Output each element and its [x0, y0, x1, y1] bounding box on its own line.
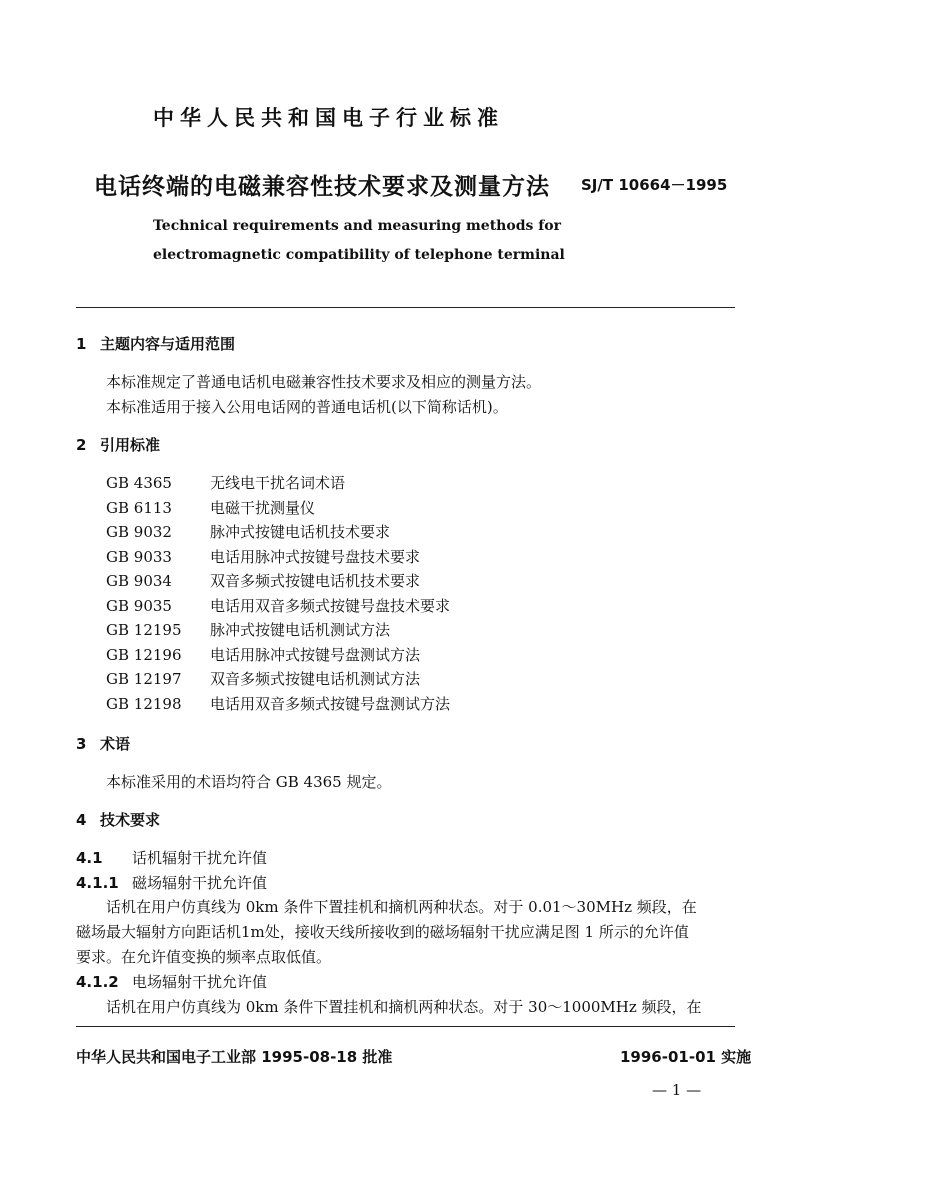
reference-title: 电话用双音多频式按键号盘测试方法 — [210, 694, 451, 713]
english-title-line-1: Technical requirements and measuring methods for — [153, 218, 561, 234]
subsection-number: 4.1.2 — [76, 973, 119, 991]
reference-code: GB 12196 — [106, 645, 182, 664]
standard-type-header: 中华人民共和国电子行业标准 — [153, 106, 504, 130]
reference-code: GB 12198 — [106, 694, 182, 713]
reference-item — [106, 595, 450, 616]
section-number: 3 — [76, 735, 87, 753]
reference-code: GB 6113 — [106, 498, 172, 517]
reference-title: 双音多频式按键电话机技术要求 — [210, 572, 421, 590]
section-3-paragraph: 本标准采用的术语均符合 GB 4365 规定。 — [106, 773, 392, 791]
reference-code: GB 12195 — [106, 621, 182, 639]
reference-title: 脉冲式按键电话机测试方法 — [210, 621, 391, 639]
title-divider — [76, 307, 735, 308]
reference-code: GB 12197 — [106, 670, 182, 688]
section-1-paragraph-2: 本标准适用于接入公用电话网的普通电话机(以下简称话机)。 — [106, 398, 508, 416]
reference-code: GB 9034 — [106, 572, 172, 590]
subsection-number: 4.1 — [76, 849, 103, 867]
subsection-4-1-heading — [76, 847, 267, 868]
standard-code: SJ/T 10664－1995 — [581, 176, 728, 194]
section-4-heading — [76, 809, 160, 830]
subsection-4-1-1-line-2: 磁场最大辐射方向距话机1m处，接收天线所接收到的磁场辐射干扰应满足图 1 所示的允许值 — [76, 923, 689, 941]
reference-title: 电话用脉冲式按键号盘测试方法 — [210, 645, 421, 664]
reference-item — [106, 497, 315, 518]
subsection-title: 话机辐射干扰允许值 — [132, 849, 268, 867]
reference-title: 无线电干扰名词术语 — [210, 474, 346, 492]
subsection-title: 磁场辐射干扰允许值 — [132, 874, 268, 892]
reference-item — [106, 521, 390, 542]
reference-title: 双音多频式按键电话机测试方法 — [210, 670, 421, 688]
document-title: 电话终端的电磁兼容性技术要求及测量方法 — [94, 174, 550, 200]
subsection-4-1-2-heading — [76, 971, 267, 992]
reference-title: 脉冲式按键电话机技术要求 — [210, 523, 391, 541]
section-1-paragraph-1: 本标准规定了普通电话机电磁兼容性技术要求及相应的测量方法。 — [106, 373, 542, 391]
reference-item — [106, 668, 420, 689]
section-3-heading — [76, 733, 130, 754]
reference-code: GB 4365 — [106, 474, 172, 492]
section-title: 引用标准 — [100, 436, 161, 454]
section-number: 4 — [76, 811, 87, 829]
section-title: 技术要求 — [100, 811, 161, 829]
reference-item — [106, 644, 420, 665]
section-number: 2 — [76, 436, 87, 454]
subsection-number: 4.1.1 — [76, 874, 119, 892]
issuer-approval: 中华人民共和国电子工业部 1995-08-18 批准 — [76, 1048, 393, 1066]
section-1-heading — [76, 333, 235, 354]
page-number: — 1 — — [652, 1081, 702, 1099]
subsection-title: 电场辐射干扰允许值 — [132, 973, 268, 991]
english-title-line-2: electromagnetic compatibility of telephone terminal — [153, 247, 565, 263]
reference-title: 电话用双音多频式按键号盘技术要求 — [210, 596, 451, 615]
reference-item — [106, 619, 390, 640]
section-2-heading — [76, 434, 160, 455]
subsection-4-1-2-line-1: 话机在用户仿真线为 0km 条件下置挂机和摘机两种状态。对于 30～1000MHz 频段，在 — [106, 998, 702, 1016]
reference-item — [106, 570, 420, 591]
reference-item — [106, 546, 420, 567]
reference-item — [106, 693, 450, 714]
section-title: 主题内容与适用范围 — [100, 335, 236, 353]
section-title: 术语 — [100, 735, 131, 753]
section-number: 1 — [76, 335, 87, 353]
effective-date: 1996-01-01 实施 — [620, 1048, 752, 1066]
reference-code: GB 9035 — [106, 596, 172, 615]
reference-title: 电磁干扰测量仪 — [210, 498, 316, 517]
reference-code: GB 9032 — [106, 523, 172, 541]
footer-divider — [76, 1026, 735, 1027]
subsection-4-1-1-line-3: 要求。在允许值变换的频率点取低值。 — [76, 948, 332, 966]
reference-code: GB 9033 — [106, 547, 172, 566]
subsection-4-1-1-heading — [76, 872, 267, 893]
subsection-4-1-1-line-1: 话机在用户仿真线为 0km 条件下置挂机和摘机两种状态。对于 0.01～30MHz 频段，在 — [106, 898, 697, 916]
reference-item — [106, 472, 345, 493]
reference-title: 电话用脉冲式按键号盘技术要求 — [210, 547, 421, 566]
